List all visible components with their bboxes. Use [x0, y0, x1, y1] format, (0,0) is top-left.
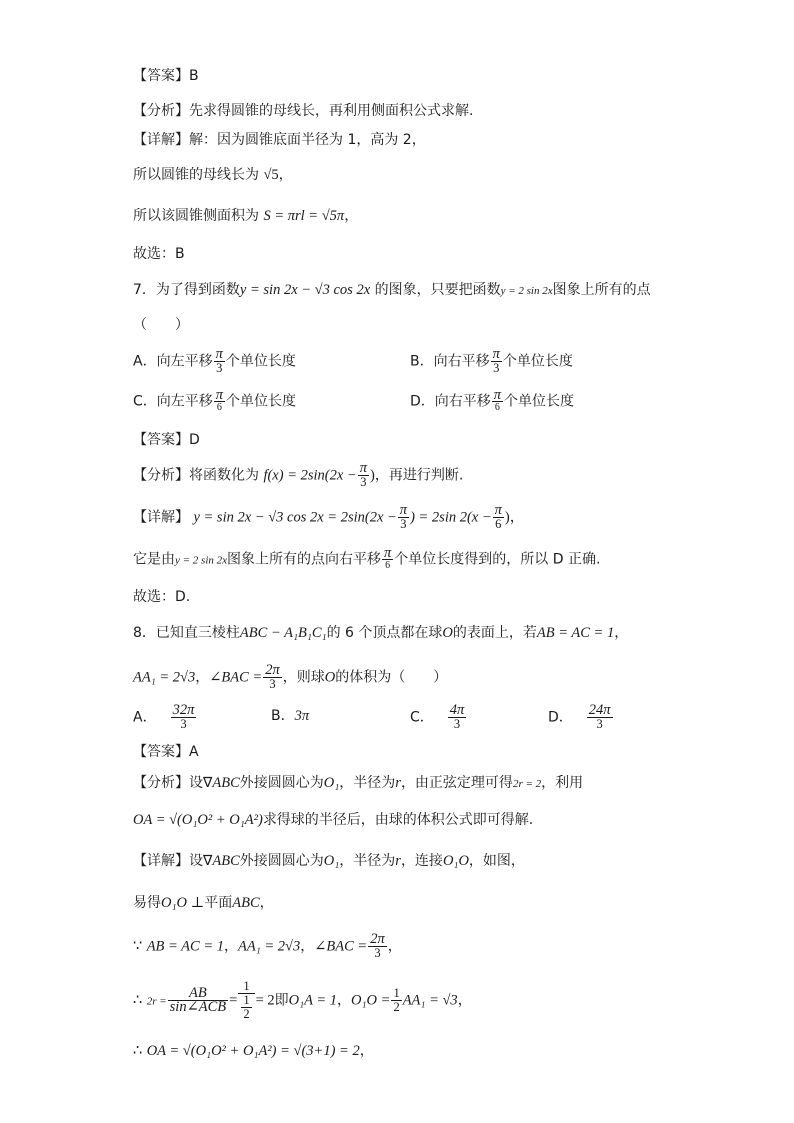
option-label: A．向左平移 — [133, 353, 213, 370]
fraction: $\frac{\pi}{3}$ — [359, 460, 367, 489]
q7-analysis-line: 【分析】将函数化为 f(x) = 2sin(2x − $\frac{\pi}{3}$ )，再进行判断. — [133, 460, 464, 489]
math-func1: y = sin 2x − √3 cos 2x — [239, 282, 371, 298]
option-label: D．向右平移 — [410, 393, 491, 410]
q8-option-d — [548, 704, 614, 731]
math: ∠BAC = — [209, 669, 263, 686]
option-label: A． — [133, 709, 157, 726]
detail-label: 【详解】 — [133, 132, 189, 148]
math: O₁O — [442, 853, 469, 869]
q6-choose-line — [133, 244, 185, 264]
option-label: C． — [410, 709, 434, 726]
math: 2r = — [146, 995, 167, 1008]
math: ) = 2sin 2(x − — [410, 509, 492, 526]
answer-value: B — [189, 68, 199, 84]
analysis-label: 【分析】 — [133, 467, 189, 484]
choose-text: 故选：D. — [133, 589, 191, 605]
text: ，由正弦定理可得 — [400, 775, 513, 791]
detail-label: 【详解】 — [133, 853, 189, 869]
fraction: $\frac{\pi}{3}$ — [399, 502, 408, 531]
fraction — [492, 387, 503, 413]
text: ， — [457, 992, 472, 1009]
text: 的 6 个顶点都在球 — [326, 625, 443, 641]
math: y = sin 2x − √3 cos 2x = 2sin(2x − — [193, 509, 397, 526]
math-sqrt5: √5 — [263, 167, 279, 183]
math: O₁O ⊥ — [161, 895, 205, 911]
text: ，再进行判断. — [374, 467, 464, 484]
q7-conclusion-line — [133, 545, 601, 571]
text: 即 — [274, 992, 289, 1009]
analysis-label: 【分析】 — [133, 775, 189, 791]
math: AA₁ = 2√3 — [238, 938, 301, 955]
text: ， — [614, 625, 629, 641]
q7-option-d — [410, 387, 575, 413]
punct: ， — [278, 167, 293, 183]
fraction — [587, 704, 613, 731]
q7-option-c — [133, 387, 297, 413]
text: ，半径为 — [339, 775, 396, 791]
choose-text: 故选：B — [133, 246, 185, 262]
fraction — [448, 704, 467, 731]
therefore-symbol: ∴ — [133, 1043, 143, 1059]
text: ， — [387, 938, 402, 955]
math: O — [442, 625, 453, 641]
answer-value: D — [189, 432, 200, 448]
q7-paren — [133, 315, 189, 335]
q8-given-line — [133, 933, 402, 960]
math: r — [395, 775, 401, 791]
fraction — [238, 980, 254, 1021]
den: sin∠ACB — [169, 999, 227, 1015]
text: ， — [259, 895, 274, 911]
text: 设∇ — [189, 775, 213, 791]
answer-label: 【答案】 — [133, 432, 189, 448]
text: ，半径为 — [339, 853, 396, 869]
fraction — [168, 987, 228, 1014]
q7-stem — [133, 280, 651, 301]
option-tail: 个单位长度 — [504, 393, 575, 410]
math: AA₁ = √3 — [402, 992, 458, 1009]
q6-area-line — [133, 206, 358, 226]
num: 1 — [243, 993, 250, 1007]
fraction: $\frac{\pi}{6}$ — [494, 502, 502, 531]
den: 3 — [180, 717, 187, 731]
answer-value: A — [189, 744, 199, 760]
text: ， — [337, 992, 352, 1009]
num: π — [215, 346, 223, 362]
math: y = 2 sin 2x — [175, 554, 228, 567]
math: AA₁ = 2√3 — [133, 669, 196, 686]
math: ABC — [232, 895, 260, 911]
math: O₁A = 1 — [288, 992, 338, 1009]
option-value: 3π — [294, 708, 310, 724]
math: O₁ — [323, 853, 340, 869]
option-label: B． — [271, 708, 295, 724]
q8-step2-line — [133, 1041, 374, 1061]
text: 设∇ — [189, 853, 213, 869]
text: ，如图， — [468, 853, 525, 869]
fraction — [491, 348, 502, 375]
math: ABC — [212, 853, 240, 869]
num: π — [215, 387, 224, 403]
q7-option-a — [133, 348, 296, 375]
num: 32π — [172, 702, 195, 718]
math: O₁ — [323, 775, 340, 791]
q8-easy-line — [133, 893, 274, 913]
num: π — [493, 387, 502, 403]
q7-answer-line — [133, 430, 200, 450]
math: O — [324, 669, 336, 686]
math: OA = √(O₁O² + O₁A²) = √(3+1) = 2 — [146, 1043, 360, 1059]
math: f(x) = 2sin(2x − — [263, 467, 357, 484]
text: 外接圆圆心为 — [239, 853, 324, 869]
inner-fraction — [241, 994, 251, 1021]
math-func2: y = 2 sin 2x — [500, 285, 553, 297]
num: 24π — [588, 702, 611, 718]
fraction — [171, 704, 197, 731]
since-symbol: ∵ — [133, 938, 143, 955]
num: 2π — [265, 662, 280, 678]
text: ，利用 — [541, 775, 584, 791]
text: ，连接 — [400, 853, 443, 869]
den: 3 — [269, 677, 276, 691]
detail-label: 【详解】 — [133, 509, 189, 526]
q8-analysis-line2 — [133, 810, 533, 830]
option-label: B．向右平移 — [410, 353, 490, 370]
num: π — [492, 346, 500, 362]
text: 图象上所有的点向右平移 — [227, 551, 382, 568]
den: 3 — [216, 361, 223, 375]
detail-text: 解：因为圆锥底面半径为 1，高为 2， — [189, 132, 426, 148]
answer-label: 【答案】 — [133, 68, 189, 84]
analysis-text: 先求得圆锥的母线长，再利用侧面积公式求解. — [189, 103, 474, 119]
math: = — [229, 992, 238, 1009]
q8-detail-line — [133, 851, 525, 871]
punct: ， — [344, 208, 359, 224]
text: 易得 — [133, 895, 161, 911]
fraction — [214, 348, 225, 375]
fraction — [391, 987, 401, 1014]
text: 它是由 — [133, 551, 175, 568]
text: 7．为了得到函数 — [133, 282, 240, 298]
q6-analysis-line — [133, 101, 473, 121]
den: 6 — [494, 402, 500, 413]
text: ，则球 — [282, 669, 325, 686]
q8-option-b — [271, 706, 309, 726]
math: r — [395, 853, 401, 869]
q8-step1-line — [133, 980, 472, 1021]
den — [238, 994, 254, 1021]
den: 3 — [596, 717, 603, 731]
q8-option-c — [410, 704, 467, 731]
fraction — [214, 387, 225, 413]
math: AB = AC = 1 — [536, 625, 615, 641]
text: 的图象，只要把函数 — [374, 282, 501, 298]
math: OA = √(O₁O² + O₁A²) — [133, 812, 263, 828]
den: 3 — [493, 361, 500, 375]
q8-option-a — [133, 704, 197, 731]
fraction — [263, 664, 282, 691]
q6-answer-line — [133, 66, 199, 86]
q8-stem — [133, 623, 628, 643]
math: )， — [504, 509, 525, 526]
text: 平面 — [204, 895, 233, 911]
text: 外接圆圆心为 — [239, 775, 324, 791]
therefore-symbol: ∴ — [133, 992, 143, 1009]
q6-detail-line — [133, 130, 426, 150]
q8-analysis-line — [133, 773, 583, 794]
den: 3 — [374, 946, 381, 960]
fraction: $\frac{\pi}{6}$ — [384, 545, 392, 571]
text: 个单位长度得到的，所以 D 正确. — [394, 551, 601, 568]
text: 8．已知直三棱柱 — [133, 625, 240, 641]
q6-slant-line — [133, 165, 293, 185]
fraction — [368, 933, 387, 960]
math: ABC — [212, 775, 240, 791]
q8-stem-line2 — [133, 664, 447, 691]
den: 3 — [453, 717, 461, 731]
math: = 2 — [255, 992, 275, 1009]
text: ， — [224, 938, 238, 955]
paren: （ ） — [133, 317, 189, 333]
answer-label: 【答案】 — [133, 744, 189, 760]
num: 1 — [238, 980, 254, 994]
option-tail: 个单位长度 — [225, 353, 296, 370]
text: ， — [195, 669, 210, 686]
text: ， — [300, 938, 315, 955]
option-label: D． — [548, 709, 573, 726]
option-tail: 个单位长度 — [502, 353, 573, 370]
option-tail: 个单位长度 — [226, 393, 297, 410]
q8-answer-line — [133, 742, 199, 762]
math: AB = AC = 1 — [146, 938, 224, 955]
den: 2 — [243, 1007, 250, 1021]
text: 所以圆锥的母线长为 — [133, 167, 259, 183]
num: 2π — [370, 931, 385, 947]
text: 所以该圆锥侧面积为 — [133, 208, 259, 224]
q7-option-b — [410, 348, 573, 375]
num: 4π — [449, 702, 465, 718]
math: ∠BAC = — [314, 938, 368, 955]
q7-choose-line — [133, 587, 190, 607]
text: 求得球的半径后，由球的体积公式即可得解. — [262, 812, 534, 828]
option-label: C．向左平移 — [133, 393, 213, 410]
den: 6 — [216, 402, 222, 413]
math: O₁O = — [351, 992, 391, 1009]
math: ABC − A₁B₁C₁ — [239, 625, 327, 641]
den: 2 — [393, 1000, 400, 1014]
num: AB — [168, 987, 228, 1001]
q7-detail-line — [133, 504, 524, 531]
math: 2r = 2 — [512, 778, 542, 790]
text: 的表面上，若 — [452, 625, 537, 641]
text: 的体积为（ ） — [335, 669, 448, 686]
text: 将函数化为 — [189, 467, 259, 484]
text: 图象上所有的点 — [552, 282, 651, 298]
num: 1 — [393, 986, 400, 1000]
math-area: S = πrl = √5π — [263, 208, 345, 224]
analysis-label: 【分析】 — [133, 103, 189, 119]
text: ， — [359, 1043, 374, 1059]
